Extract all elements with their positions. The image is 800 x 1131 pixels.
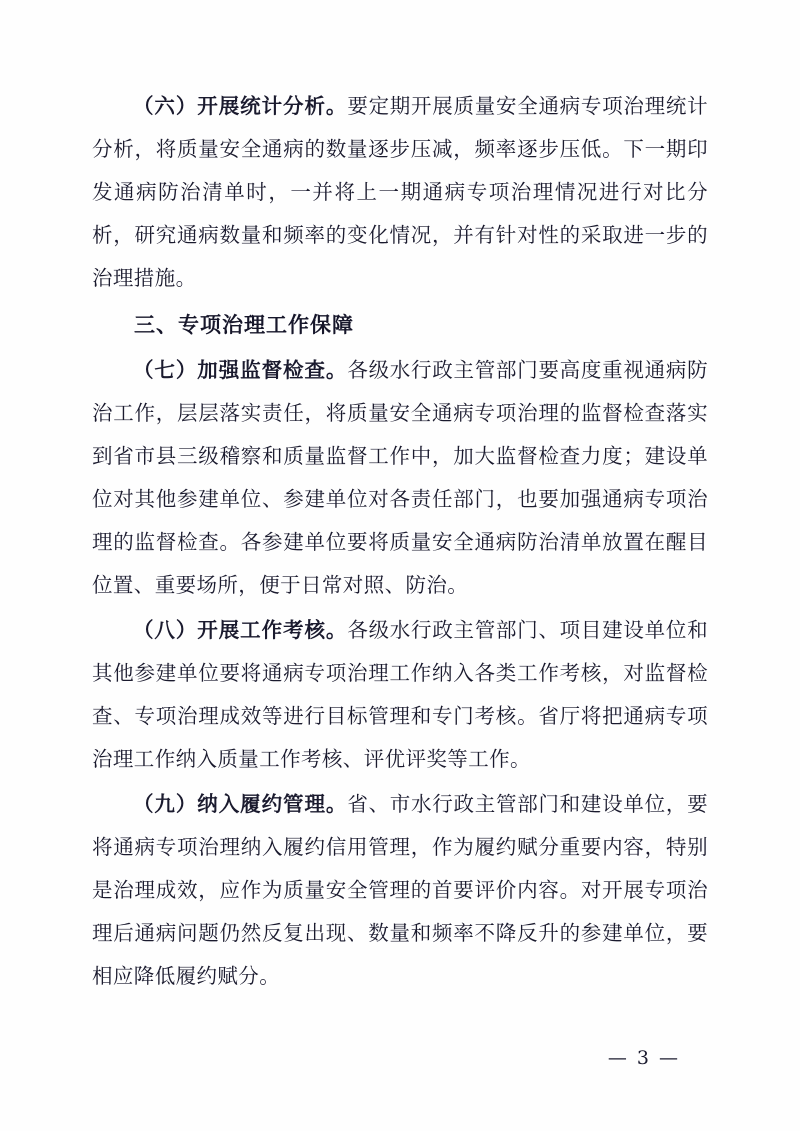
paragraph-seven [92, 349, 708, 607]
paragraph-eight-lead: （八）开展工作考核。 [133, 618, 348, 642]
page-number: — 3 — [607, 1047, 680, 1069]
section-heading-three: 三、专项治理工作保障 [134, 313, 354, 337]
paragraph-nine-lead: （九）纳入履约管理。 [133, 792, 348, 816]
paragraph-eight [92, 609, 708, 781]
paragraph-nine-text: 省、市水行政主管部门和建设单位，要将通病专项治理纳入履约信用管理，作为履约赋分重要内容，特别是治理成效，应作为质量安全管理的首要评价内容。对开展专项治理后通病问题仍然反复出现、数量和频率不降反升的参建单位，要相应降低履约赋分。 [92, 792, 708, 988]
paragraph-six-lead: （六）开展统计分析。 [133, 94, 348, 118]
paragraph-six-text: 要定期开展质量安全通病专项治理统计分析，将质量安全通病的数量逐步压减，频率逐步压低。下一期印发通病防治清单时，一并将上一期通病专项治理情况进行对比分析，研究通病数量和频率的变化情况，并有针对性的采取进一步的治理措施。 [92, 94, 708, 290]
paragraph-eight-text: 各级水行政主管部门、项目建设单位和其他参建单位要将通病专项治理工作纳入各类工作考核，对监督检查、专项治理成效等进行目标管理和专门考核。省厅将把通病专项治理工作纳入质量工作考核、评优评奖等工作。 [92, 618, 708, 771]
paragraph-seven-lead: （七）加强监督检查。 [133, 358, 348, 382]
paragraph-seven-text: 各级水行政主管部门要高度重视通病防治工作，层层落实责任，将质量安全通病专项治理的监督检查落实到省市县三级稽察和质量监督工作中，加大监督检查力度；建设单位对其他参建单位、参建单位对各责任部门，也要加强通病专项治理的监督检查。各参建单位要将质量安全通病防治清单放置在醒目位置、重要场所，便于日常对照、防治。 [92, 358, 708, 597]
paragraph-six [92, 85, 708, 300]
paragraph-nine [92, 783, 708, 998]
document-body [92, 85, 708, 998]
